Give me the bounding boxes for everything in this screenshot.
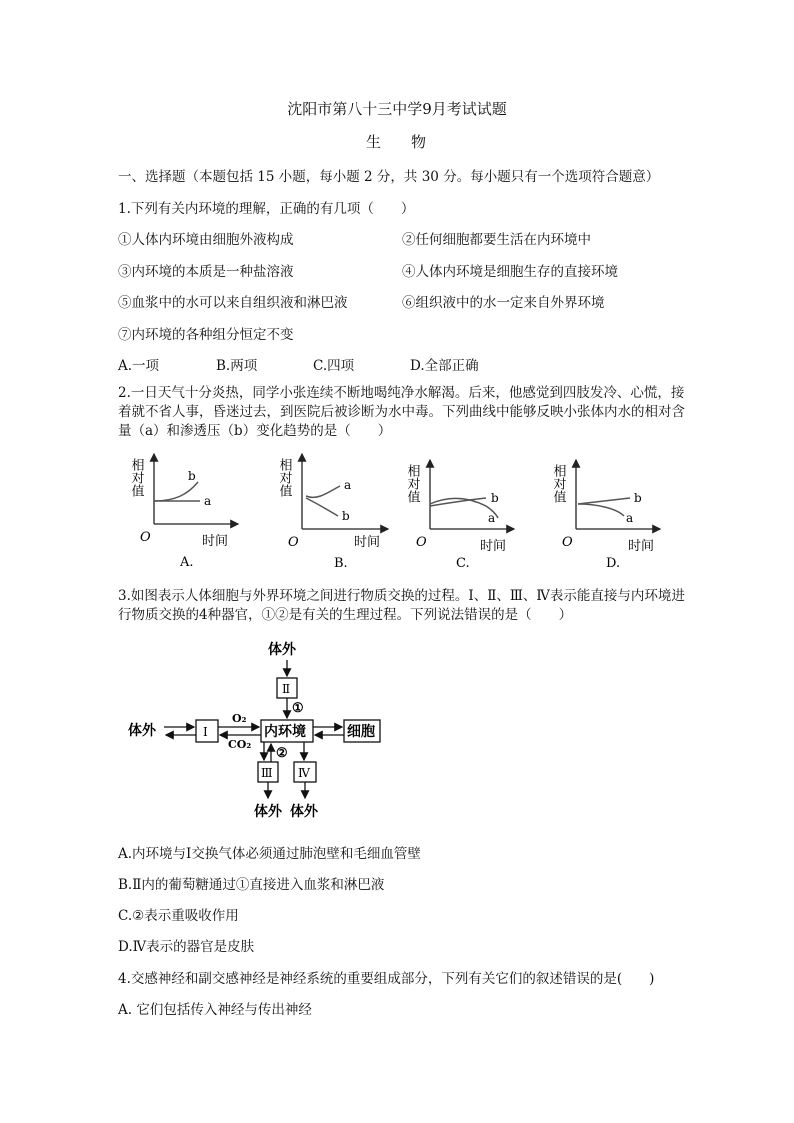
curve-a-label: a [626, 511, 634, 525]
q4-option-a: A. 它们包括传入神经与传出神经 [118, 1002, 312, 1018]
curve-b-label: b [491, 491, 499, 505]
curve-a [306, 486, 340, 497]
y-axis-label: 相对值 [276, 458, 292, 497]
q3-stem: 3.如图表示人体细胞与外界环境之间进行物质交换的过程。Ⅰ、Ⅱ、Ⅲ、Ⅳ表示能直接与内环境进行物质交换的4种器官，①②是有关的生理过程。下列说法错误的是（ ） [118, 588, 685, 623]
origin-label: O [416, 535, 427, 550]
curve-b-label: b [188, 469, 196, 483]
o2-label: O₂ [232, 712, 247, 725]
process-2-label: ② [276, 746, 288, 761]
y-axis-label: 相对值 [404, 464, 420, 503]
x-axis-label: 时间 [202, 534, 229, 549]
panel-label-a: A. [180, 555, 194, 570]
q1-option-c: C.四项 [313, 358, 355, 374]
curve-a-label: a [204, 494, 212, 508]
curve-b-label: b [342, 509, 350, 523]
q3-option-c: C.②表示重吸收作用 [118, 908, 239, 924]
q1-statement: ①人体内环境由细胞外液构成 [118, 232, 294, 248]
q1-option-b: B.两项 [216, 358, 258, 374]
q3-option-a: A.内环境与Ⅰ交换气体必须通过肺泡壁和毛细血管壁 [118, 846, 421, 862]
q1-statement: ⑤血浆中的水可以来自组织液和淋巴液 [118, 295, 348, 311]
q2-stem: 2.一日天气十分炎热，同学小张连续不断地喝纯净水解渴。后来，他感觉到四肢发冷、心慌，接着就不省人事，昏迷过去，到医院后被诊断为水中毒。下列曲线中能够反映小张体内水的相对含量（a）和渗透压（b）变化趋势的是（ ） [118, 385, 685, 439]
curve-a [578, 504, 624, 516]
q1-statement: ⑦内环境的各种组分恒定不变 [118, 327, 294, 343]
q1-statement: ④人体内环境是细胞生存的直接环境 [402, 264, 618, 280]
q4-stem: 4.交感神经和副交感神经是神经系统的重要组成部分，下列有关它们的叙述错误的是( ) [118, 971, 655, 987]
panel-label-b: B. [334, 556, 348, 571]
origin-label: O [562, 535, 573, 550]
graph-panel-d [551, 460, 661, 571]
curve-b [154, 482, 198, 501]
co2-label: CO₂ [228, 738, 252, 751]
organ-4-label: Ⅳ [298, 766, 310, 780]
q1-statement: ③内环境的本质是一种盐溶液 [118, 264, 294, 280]
q3-diagram [118, 636, 398, 826]
q3-option-d: D.Ⅳ表示的器官是皮肤 [118, 939, 255, 955]
outside-bottom-left: 体外 [254, 804, 282, 820]
subject-char-1: 生 [365, 133, 383, 151]
origin-label: O [140, 530, 151, 545]
outside-top: 体外 [268, 642, 296, 658]
q1-statement: ⑥组织液中的水一定来自外界环境 [402, 295, 605, 311]
y-axis-label: 相对值 [128, 458, 144, 497]
q3-option-b: B.Ⅱ内的葡萄糖通过①直接进入血浆和淋巴液 [118, 877, 385, 893]
curve-a-label: a [488, 511, 496, 525]
curve-a-label: a [344, 478, 352, 492]
organ-1-label: Ⅰ [203, 725, 208, 739]
graph-panel-b [277, 454, 389, 571]
outside-bottom-right: 体外 [290, 804, 318, 820]
outside-left: 体外 [128, 723, 156, 739]
x-axis-label: 时间 [480, 539, 507, 554]
x-axis-label: 时间 [354, 535, 381, 550]
q2-graphs [118, 446, 678, 576]
graph-panel-a [129, 454, 239, 570]
curve-b [578, 498, 630, 504]
curve-b [306, 498, 338, 516]
y-axis-label: 相对值 [550, 464, 566, 503]
q1-stem: 1.下列有关内环境的理解，正确的有几项（ ） [118, 201, 415, 217]
exam-subject [0, 131, 794, 152]
x-axis-label: 时间 [628, 539, 655, 554]
organ-2-label: Ⅱ [282, 682, 291, 696]
organ-3-label: Ⅲ [261, 766, 273, 780]
q1-option-a: A.一项 [118, 358, 160, 374]
curve-b-label: b [634, 491, 642, 505]
subject-char-2: 物 [411, 133, 429, 151]
origin-label: O [288, 535, 299, 550]
cell-label: 细胞 [347, 724, 375, 740]
exam-title: 沈阳市第八十三中学9月考试试题 [287, 100, 507, 118]
panel-label-d: D. [606, 556, 621, 571]
internal-environment-label: 内环境 [264, 724, 306, 740]
process-1-label: ① [292, 701, 304, 716]
graph-panel-c [405, 460, 515, 571]
q1-option-d: D.全部正确 [410, 358, 479, 374]
panel-label-c: C. [456, 556, 470, 571]
q1-statement: ②任何细胞都要生活在内环境中 [402, 232, 591, 248]
section-heading: 一、选择题（本题包括 15 小题，每小题 2 分，共 30 分。每小题只有一个选项符合题意） [118, 169, 660, 185]
